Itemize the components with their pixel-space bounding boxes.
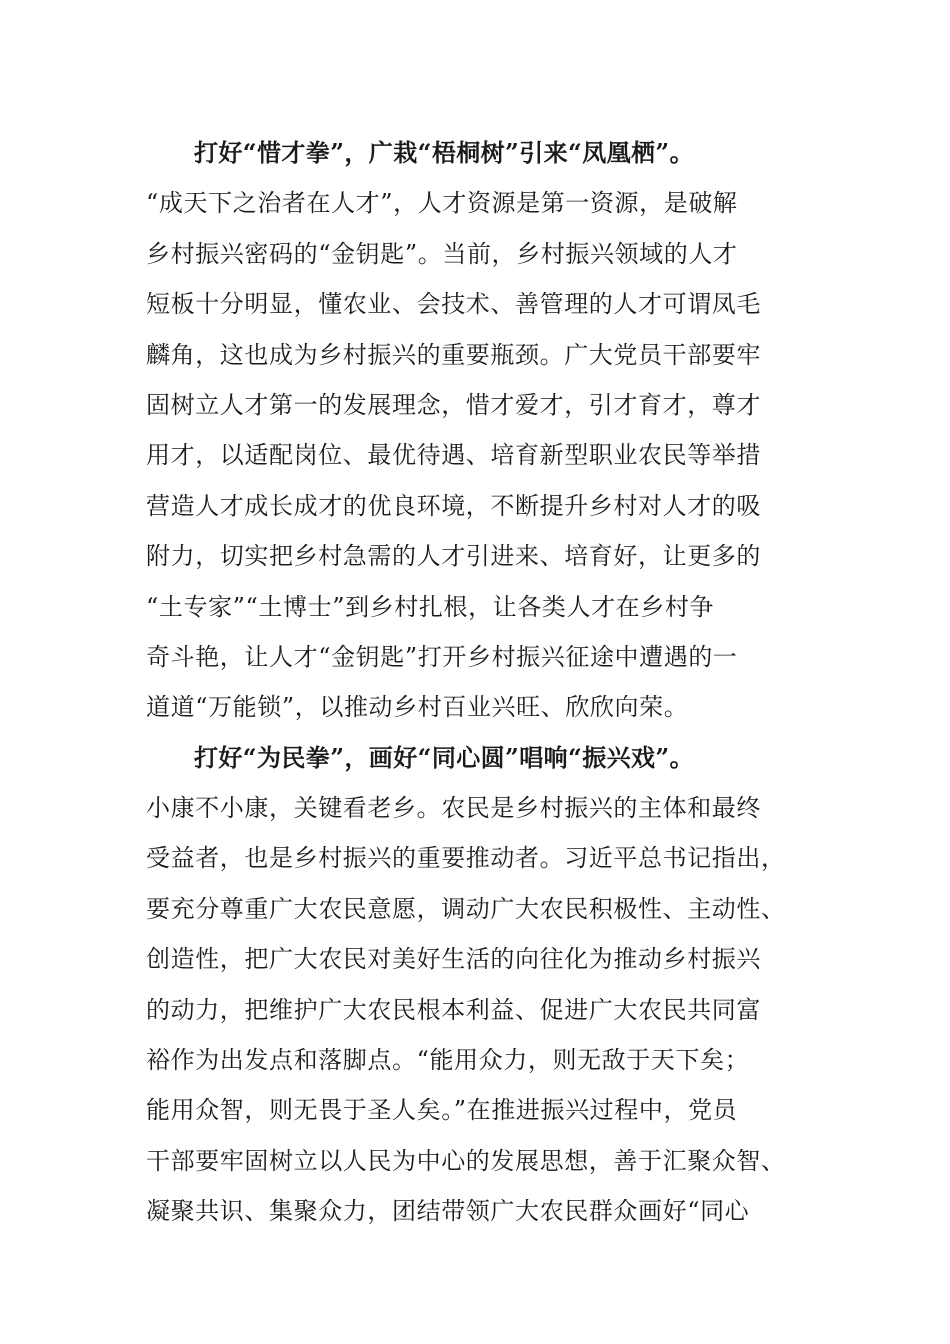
section-2-line: 受益者，也是乡村振兴的重要推动者。习近平总书记指出， (146, 844, 786, 873)
section-2-line: 要充分尊重广大农民意愿，调动广大农民积极性、主动性、 (146, 894, 786, 923)
document-body (146, 128, 806, 1237)
section-2-line: 小康不小康，关键看老乡。农民是乡村振兴的主体和最终 (146, 794, 761, 823)
section-2-line: 凝聚共识、集聚众力，团结带领广大农民群众画好“同心 (146, 1197, 750, 1226)
section-2-line: 裕作为出发点和落脚点。“能用众力，则无敌于天下矣； (146, 1046, 750, 1075)
section-2-line: 创造性，把广大农民对美好生活的向往化为推动乡村振兴 (146, 945, 761, 974)
section-1-line: 奇斗艳，让人才“金钥匙”打开乡村振兴征途中遭遇的一 (146, 642, 738, 671)
section-2-line: 的动力，把维护广大农民根本利益、促进广大农民共同富 (146, 995, 761, 1024)
section-1-line: 附力，切实把乡村急需的人才引进来、培育好，让更多的 (146, 542, 761, 571)
section-1-line: 营造人才成长成才的优良环境，不断提升乡村对人才的吸 (146, 491, 761, 520)
section-1-line: 短板十分明显，懂农业、会技术、善管理的人才可谓凤毛 (146, 290, 761, 319)
section-1-line: 麟角，这也成为乡村振兴的重要瓶颈。广大党员干部要牢 (146, 340, 761, 369)
section-2-heading: 打好“为民拳”，画好“同心圆”唱响“振兴戏”。 (194, 742, 695, 772)
section-1-heading: 打好“惜才拳”，广栽“梧桐树”引来“凤凰栖”。 (194, 138, 695, 167)
section-1-line: 道道“万能锁”，以推动乡村百业兴旺、欣欣向荣。 (146, 693, 689, 722)
section-1-line: 固树立人才第一的发展理念，惜才爱才，引才育才，尊才 (146, 390, 761, 419)
section-1-line: “土专家”“土博士”到乡村扎根，让各类人才在乡村争 (146, 592, 715, 621)
section-2-line: 能用众智，则无畏于圣人矣。”在推进振兴过程中，党员 (146, 1096, 738, 1125)
section-1-line: “成天下之治者在人才”，人才资源是第一资源，是破解 (146, 189, 738, 218)
section-1-line: 用才，以适配岗位、最优待遇、培育新型职业农民等举措 (146, 441, 761, 470)
section-1-line: 乡村振兴密码的“金钥匙”。当前，乡村振兴领域的人才 (146, 239, 738, 268)
section-2-line: 干部要牢固树立以人民为中心的发展思想，善于汇聚众智、 (146, 1146, 786, 1175)
